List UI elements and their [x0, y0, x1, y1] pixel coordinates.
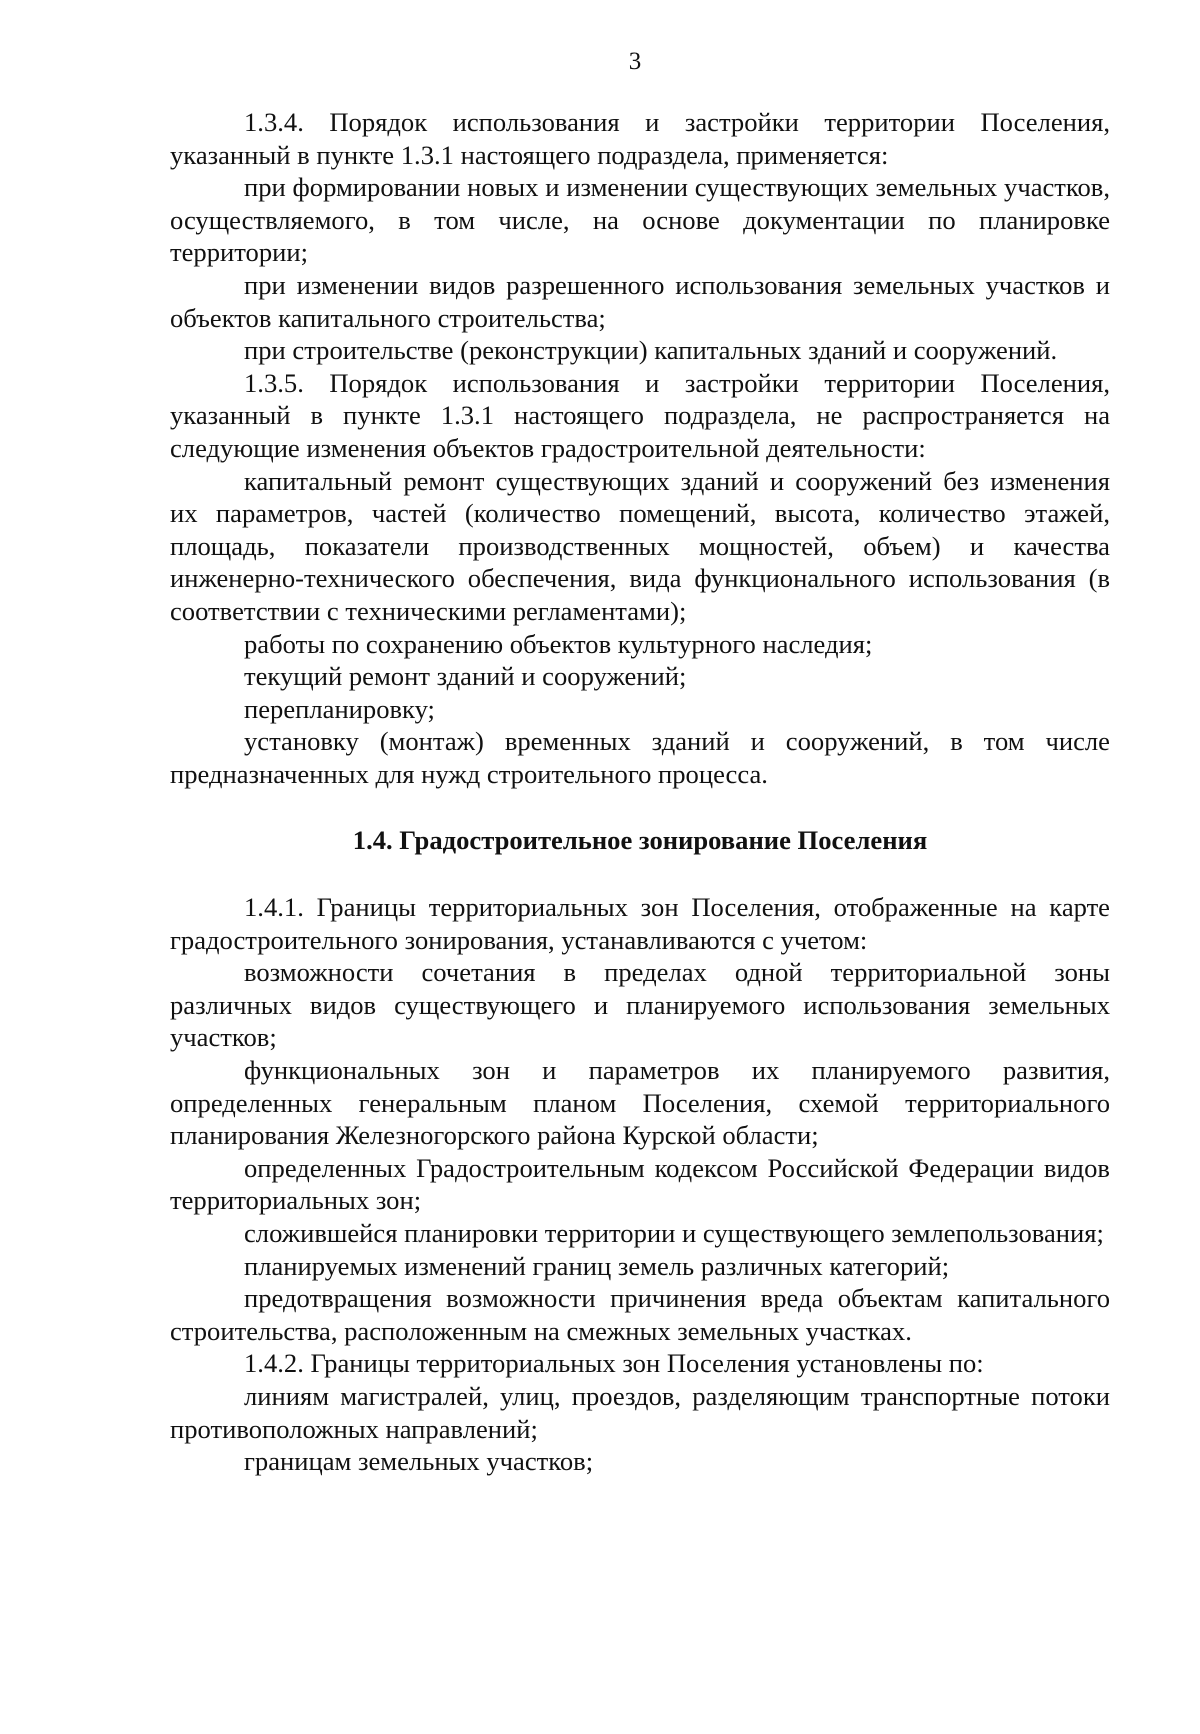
paragraph: границам земельных участков; [244, 1446, 594, 1477]
paragraph: при изменении видов разрешенного использования земельных участков и объектов капитального строительства; [170, 269, 1110, 333]
paragraph: 1.4.2. Границы территориальных зон Поселения установлены по: [244, 1348, 984, 1379]
paragraph: определенных Градостроительным кодексом Российской Федерации видов территориальных зон; [170, 1152, 1110, 1216]
paragraph: функциональных зон и параметров их планируемого развития, определенных генеральным планом Поселения, схемой территориального планирования Железногорского района Курской области; [170, 1055, 1110, 1151]
paragraph: сложившейся планировки территории и существующего землепользования; [244, 1218, 1104, 1248]
paragraph: 1.3.4. Порядок использования и застройки территории Поселения, указанный в пункте 1.3.1 настоящего подраздела, применяется: [170, 107, 1110, 170]
paragraph: работы по сохранению объектов культурного наследия; [244, 628, 873, 659]
document-body [170, 106, 1110, 1478]
paragraph: установку (монтаж) временных зданий и сооружений, в том числе предназначенных для нужд строительного процесса. [170, 726, 1110, 789]
paragraph: текущий ремонт зданий и сооружений; [244, 661, 687, 692]
paragraph: возможности сочетания в пределах одной территориальной зоны различных видов существующего и планируемого использования земельных участков; [170, 957, 1110, 1053]
paragraph: планируемых изменений границ земель различных категорий; [244, 1250, 950, 1281]
paragraph: капитальный ремонт существующих зданий и сооружений без изменения их параметров, частей (количество помещений, высота, количество этажей, площадь, показатели производственных мощностей, объем) и качества инженерно-технического обеспечения, вида функционального использования (в соответствии с техническими регламентами); [170, 465, 1110, 626]
paragraph: 1.3.5. Порядок использования и застройки территории Поселения, указанный в пункте 1.3.1 настоящего подраздела, не распространяется на следующие изменения объектов градостроительной деятельности: [170, 367, 1110, 463]
section-heading: 1.4. Градостроительное зонирование Поселения [352, 825, 928, 856]
paragraph: при формировании новых и изменении существующих земельных участков, осуществляемого, в том числе, на основе документации по планировке территории; [170, 172, 1110, 268]
paragraph: 1.4.1. Границы территориальных зон Поселения, отображенные на карте градостроительного зонирования, устанавливаются с учетом: [170, 892, 1110, 955]
paragraph: линиям магистралей, улиц, проездов, разделяющим транспортные потоки противоположных направлений; [170, 1380, 1110, 1444]
paragraph: при строительстве (реконструкции) капитальных зданий и сооружений. [244, 335, 1058, 366]
page-number: 3 [628, 48, 642, 75]
paragraph: перепланировку; [244, 693, 435, 724]
paragraph: предотвращения возможности причинения вреда объектам капитального строительства, расположенным на смежных земельных участках. [170, 1283, 1110, 1346]
